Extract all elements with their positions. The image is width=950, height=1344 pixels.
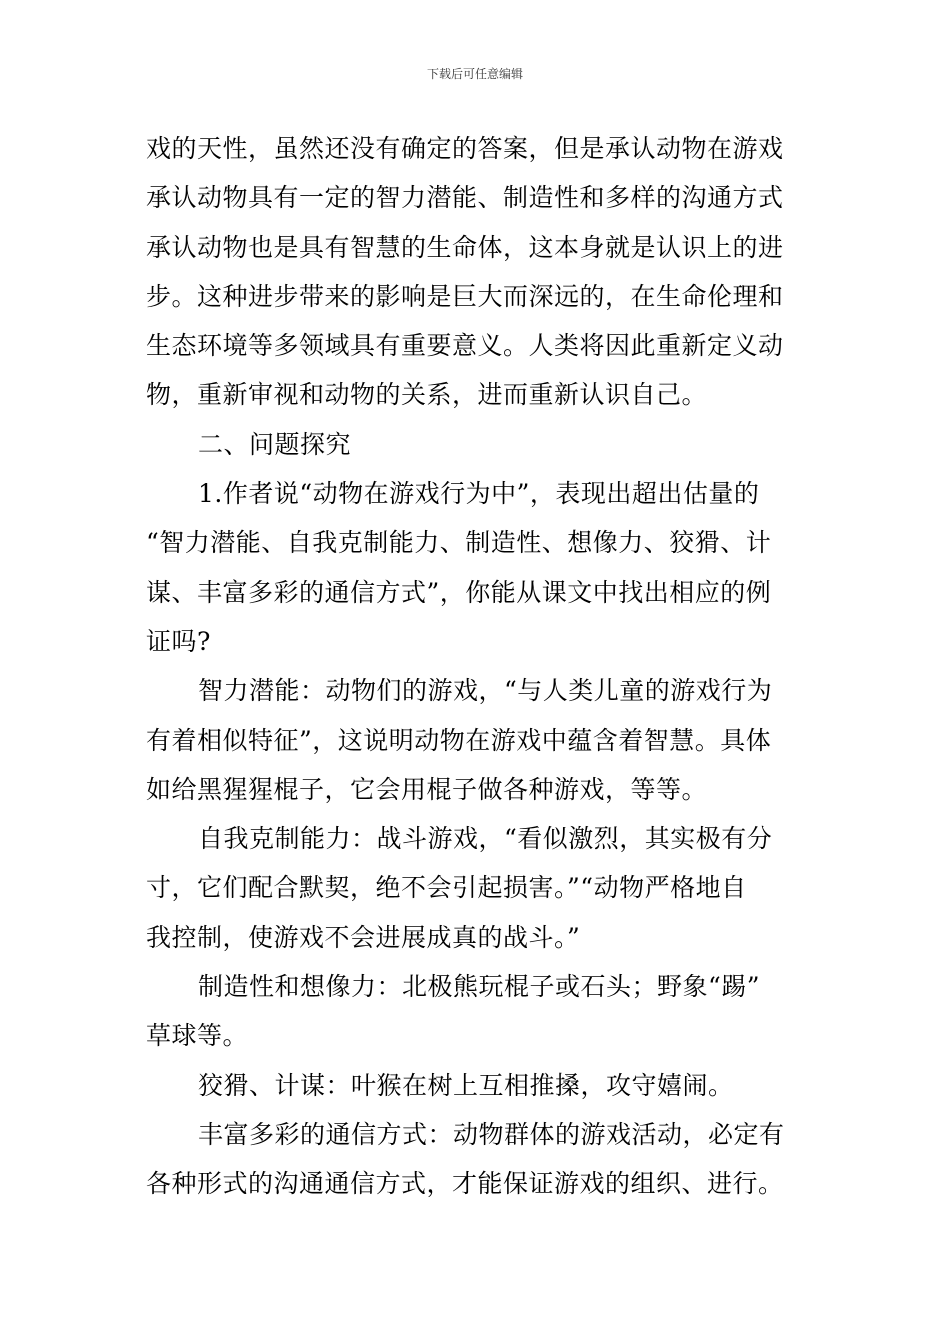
paragraph-line: 生态环境等多领域具有重要意义。人类将因此重新定义动: [146, 331, 784, 361]
answer-line: 草球等。: [146, 1021, 249, 1051]
answer-line: 智力潜能：动物们的游戏，“与人类儿童的游戏行为: [198, 676, 773, 706]
answer-line: 狡猾、计谋：叶猴在树上互相推搡，攻守嬉闹。: [198, 1070, 734, 1100]
question-line: 1.作者说“动物在游戏行为中”，表现出超出估量的: [198, 479, 760, 509]
answer-line: 丰富多彩的通信方式：动物群体的游戏活动，必定有: [198, 1119, 785, 1149]
paragraph-line: 步。这种进步带来的影响是巨大而深远的，在生命伦理和: [146, 281, 784, 311]
answer-line: 寸，它们配合默契，绝不会引起损害。”“动物严格地自: [146, 873, 747, 903]
paragraph-line: 承认动物也是具有智慧的生命体，这本身就是认识上的进: [146, 232, 784, 262]
answer-line: 有着相似特征”，这说明动物在游戏中蕴含着智慧。具体: [146, 725, 772, 755]
paragraph-line: 物，重新审视和动物的关系，进而重新认识自己。: [146, 380, 708, 410]
question-line: “智力潜能、自我克制能力、制造性、想像力、狡猾、计: [146, 528, 772, 558]
answer-line: 自我克制能力：战斗游戏，“看似激烈，其实极有分: [198, 824, 773, 854]
answer-line: 制造性和想像力：北极熊玩棍子或石头；野象“踢”: [198, 972, 761, 1002]
page-header: 下载后可任意编辑: [426, 67, 523, 81]
question-line: 谋、丰富多彩的通信方式”，你能从课文中找出相应的例: [146, 577, 772, 607]
answer-line: 我控制，使游戏不会进展成真的战斗。”: [146, 922, 581, 952]
answer-line: 各种形式的沟通通信方式，才能保证游戏的组织、进行。: [146, 1169, 784, 1199]
paragraph-line: 承认动物具有一定的智力潜能、制造性和多样的沟通方式: [146, 183, 784, 213]
paragraph-line: 戏的天性，虽然还没有确定的答案，但是承认动物在游戏: [146, 134, 784, 163]
question-line: 证吗?: [146, 626, 211, 656]
document-body: [146, 124, 812, 1209]
answer-line: 如给黑猩猩棍子，它会用棍子做各种游戏，等等。: [146, 774, 708, 804]
section-heading: 二、问题探究: [198, 429, 352, 459]
